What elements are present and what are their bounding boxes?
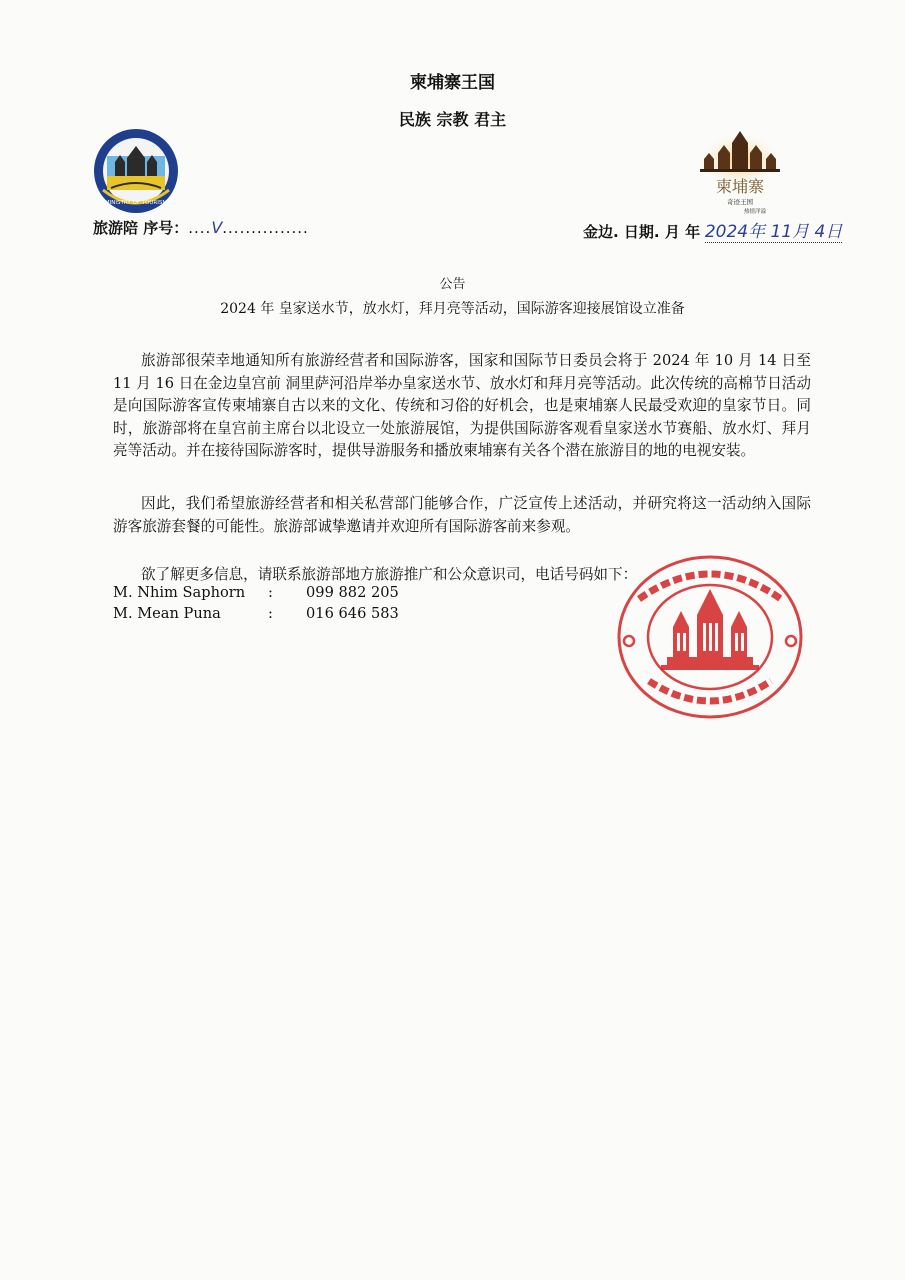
contact-name: M. Nhim Saphorn	[113, 584, 246, 601]
kingdom-heading: 柬埔寨王国	[410, 73, 495, 93]
official-seal-stamp	[615, 553, 805, 721]
contact-intro: 欲了解更多信息，请联系旅游部地方旅游推广和公众意识司，电话号码如下：	[141, 566, 638, 583]
ministry-logo-text: MINISTRY OF TOURISM	[104, 200, 168, 206]
contact-separator: :	[268, 584, 273, 601]
contact-row	[113, 605, 399, 622]
serial-label: 旅游陪 序号：	[93, 219, 189, 237]
brand-slogan: 奇迹王国	[727, 198, 753, 206]
notice-title: 公告	[439, 277, 466, 292]
brand-logo-text: 柬埔寨	[715, 177, 765, 196]
brand-slogan-2: 热情洋溢	[743, 209, 767, 215]
date-handwritten: 2024年 11月 4日	[704, 222, 843, 242]
serial-number-line: 旅游陪 序号：....V...............	[93, 218, 309, 237]
body-paragraph-2: 因此，我们希望旅游经营者和相关私营部门能够合作，广泛宣传上述活动，并研究将这一活动纳入国际游客旅游套餐的可能性。旅游部诚挚邀请并欢迎所有国际游客前来参观。	[113, 495, 811, 535]
date-label: 金边. 日期. 月 年	[583, 223, 701, 241]
kingdom-of-wonder-logo	[690, 125, 790, 217]
contact-name: M. Mean Puna	[113, 605, 221, 622]
contact-separator: :	[268, 605, 273, 622]
body-paragraph-1: 旅游部很荣幸地通知所有旅游经营者和国际游客，国家和国际节日委员会将于 2024 年 10 月 14 日至 11 月 16 日在金边皇宫前 洞里萨河沿岸举办皇家送水节、放水灯和拜月亮等活动。此次传统的高棉节日活动是向国际游客宣传柬埔寨自古以来的文化、传统和习俗的好机会，也是柬埔寨人民最受欢迎的皇家节日。同时，旅游部将在皇宫前主席台以北设立一处旅游展馆，为提供国际游客观看皇家送水节赛船、放水灯、拜月亮等活动。并在接待国际游客时，提供导游服务和播放柬埔寨有关各个潜在旅游目的地的电视安装。	[113, 352, 811, 459]
national-motto: 民族 宗教 君主	[398, 110, 507, 129]
contact-row	[113, 584, 399, 601]
date-line	[583, 217, 842, 242]
contact-phone: 099 882 205	[306, 584, 399, 601]
contact-phone: 016 646 583	[306, 605, 399, 622]
notice-subject: 2024 年 皇家送水节，放水灯，拜月亮等活动，国际游客迎接展馆设立准备	[220, 301, 685, 317]
serial-handwritten: V	[211, 218, 223, 237]
ministry-of-tourism-logo	[93, 128, 179, 214]
